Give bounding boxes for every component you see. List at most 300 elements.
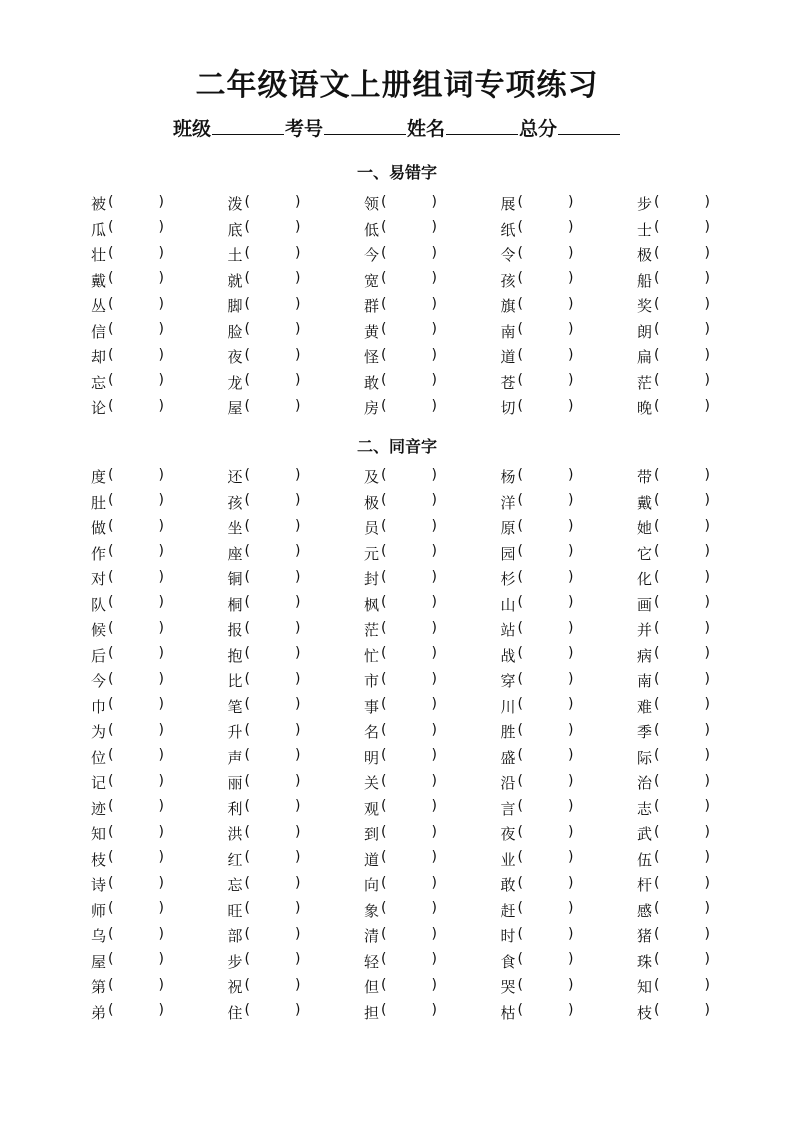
word-item bbox=[91, 770, 228, 796]
word-char: 极 bbox=[637, 246, 653, 265]
word-item bbox=[501, 217, 638, 243]
total-score-blank[interactable] bbox=[558, 116, 620, 135]
name-blank[interactable] bbox=[446, 116, 518, 135]
word-item bbox=[501, 847, 638, 873]
word-char: 步 bbox=[227, 952, 243, 971]
word-item bbox=[91, 344, 228, 370]
word-char: 哭 bbox=[500, 978, 516, 997]
word-item bbox=[228, 464, 365, 490]
word-char: 作 bbox=[91, 544, 107, 563]
word-char: 位 bbox=[91, 748, 107, 767]
word-char: 泼 bbox=[227, 195, 243, 214]
word-char: 知 bbox=[91, 825, 107, 844]
word-item bbox=[91, 923, 228, 949]
word-char: 报 bbox=[227, 621, 243, 640]
word-char: 度 bbox=[91, 468, 107, 487]
word-item bbox=[364, 694, 501, 720]
word-item bbox=[637, 490, 774, 516]
word-item bbox=[501, 1000, 638, 1026]
word-char: 极 bbox=[364, 493, 380, 512]
word-item bbox=[228, 796, 365, 822]
word-item bbox=[501, 242, 638, 268]
word-item bbox=[228, 974, 365, 1000]
word-char: 丽 bbox=[227, 774, 243, 793]
word-item bbox=[637, 370, 774, 396]
word-char: 但 bbox=[364, 978, 380, 997]
word-char: 领 bbox=[364, 195, 380, 214]
word-item bbox=[501, 821, 638, 847]
word-item bbox=[91, 668, 228, 694]
word-char: 敢 bbox=[500, 876, 516, 895]
word-item bbox=[228, 592, 365, 618]
word-item bbox=[228, 821, 365, 847]
word-item bbox=[501, 796, 638, 822]
word-item bbox=[637, 242, 774, 268]
word-item bbox=[501, 370, 638, 396]
exam-number-blank[interactable] bbox=[324, 116, 406, 135]
word-char: 忘 bbox=[91, 373, 107, 392]
homophones-grid bbox=[91, 464, 731, 1025]
word-char: 南 bbox=[500, 322, 516, 341]
word-item bbox=[501, 344, 638, 370]
word-char: 带 bbox=[637, 468, 653, 487]
word-char: 赶 bbox=[500, 901, 516, 920]
word-char: 关 bbox=[364, 774, 380, 793]
word-char: 夜 bbox=[227, 348, 243, 367]
word-item bbox=[364, 796, 501, 822]
word-char: 壮 bbox=[91, 246, 107, 265]
word-char: 担 bbox=[364, 1003, 380, 1022]
word-char: 红 bbox=[227, 850, 243, 869]
word-char: 丛 bbox=[91, 297, 107, 316]
word-item bbox=[501, 872, 638, 898]
word-item bbox=[91, 490, 228, 516]
word-char: 治 bbox=[637, 774, 653, 793]
word-item bbox=[637, 464, 774, 490]
word-item bbox=[364, 617, 501, 643]
word-item bbox=[228, 923, 365, 949]
word-item bbox=[91, 821, 228, 847]
word-char: 盛 bbox=[500, 748, 516, 767]
word-char: 怪 bbox=[364, 348, 380, 367]
word-char: 员 bbox=[364, 519, 380, 538]
word-item bbox=[228, 370, 365, 396]
word-item bbox=[91, 319, 228, 345]
word-char: 脚 bbox=[227, 297, 243, 316]
word-char: 今 bbox=[91, 672, 107, 691]
word-item bbox=[501, 745, 638, 771]
word-item bbox=[228, 719, 365, 745]
word-item bbox=[364, 541, 501, 567]
word-char: 却 bbox=[91, 348, 107, 367]
word-item bbox=[364, 490, 501, 516]
word-char: 为 bbox=[91, 723, 107, 742]
word-char: 到 bbox=[364, 825, 380, 844]
word-item bbox=[501, 949, 638, 975]
word-char: 弟 bbox=[91, 1003, 107, 1022]
word-item bbox=[228, 847, 365, 873]
word-item bbox=[91, 515, 228, 541]
word-item bbox=[91, 796, 228, 822]
word-item bbox=[501, 617, 638, 643]
word-item bbox=[228, 191, 365, 217]
word-char: 言 bbox=[500, 799, 516, 818]
name-label: 姓名 bbox=[407, 118, 446, 140]
word-char: 师 bbox=[91, 901, 107, 920]
word-char: 利 bbox=[227, 799, 243, 818]
word-char: 船 bbox=[637, 271, 653, 290]
word-item bbox=[91, 643, 228, 669]
word-item bbox=[364, 923, 501, 949]
word-char: 瓜 bbox=[91, 220, 107, 239]
word-char: 乌 bbox=[91, 927, 107, 946]
word-char: 切 bbox=[500, 399, 516, 418]
word-item bbox=[501, 268, 638, 294]
class-blank[interactable] bbox=[212, 116, 284, 135]
word-item bbox=[228, 566, 365, 592]
word-item bbox=[228, 617, 365, 643]
word-item bbox=[91, 268, 228, 294]
word-item bbox=[91, 745, 228, 771]
word-item bbox=[91, 566, 228, 592]
word-item bbox=[228, 319, 365, 345]
student-info-line bbox=[0, 114, 794, 141]
word-item bbox=[364, 191, 501, 217]
word-item bbox=[91, 847, 228, 873]
word-char: 展 bbox=[500, 195, 516, 214]
word-item bbox=[364, 949, 501, 975]
word-char: 枯 bbox=[500, 1003, 516, 1022]
word-char: 比 bbox=[227, 672, 243, 691]
word-char: 声 bbox=[227, 748, 243, 767]
word-item bbox=[228, 949, 365, 975]
word-char: 猪 bbox=[637, 927, 653, 946]
word-char: 屋 bbox=[91, 952, 107, 971]
word-char: 名 bbox=[364, 723, 380, 742]
word-char: 祝 bbox=[227, 978, 243, 997]
word-item bbox=[364, 464, 501, 490]
word-char: 屋 bbox=[227, 399, 243, 418]
word-item bbox=[91, 694, 228, 720]
word-char: 杉 bbox=[500, 570, 516, 589]
word-item bbox=[637, 923, 774, 949]
word-item bbox=[501, 319, 638, 345]
word-item bbox=[501, 923, 638, 949]
word-item bbox=[501, 566, 638, 592]
word-item bbox=[501, 191, 638, 217]
word-char: 龙 bbox=[227, 373, 243, 392]
word-item bbox=[364, 217, 501, 243]
word-item bbox=[364, 344, 501, 370]
word-item bbox=[228, 395, 365, 421]
word-item bbox=[91, 541, 228, 567]
exam-number-label: 考号 bbox=[284, 118, 323, 140]
word-item bbox=[91, 395, 228, 421]
word-char: 坐 bbox=[227, 519, 243, 538]
page-title: 二年级语文上册组词专项练习 bbox=[195, 68, 599, 103]
word-char: 枝 bbox=[637, 1003, 653, 1022]
word-char: 黄 bbox=[364, 322, 380, 341]
word-char: 武 bbox=[637, 825, 653, 844]
word-item bbox=[637, 770, 774, 796]
word-item bbox=[91, 617, 228, 643]
word-item bbox=[364, 847, 501, 873]
word-char: 戴 bbox=[91, 271, 107, 290]
word-char: 还 bbox=[227, 468, 243, 487]
word-item bbox=[501, 592, 638, 618]
word-item bbox=[637, 293, 774, 319]
word-char: 茫 bbox=[637, 373, 653, 392]
word-item bbox=[637, 1000, 774, 1026]
error-prone-grid bbox=[91, 191, 731, 421]
word-item bbox=[228, 872, 365, 898]
word-char: 杨 bbox=[500, 468, 516, 487]
word-char: 做 bbox=[91, 519, 107, 538]
word-char: 论 bbox=[91, 399, 107, 418]
word-item bbox=[364, 293, 501, 319]
word-item bbox=[228, 268, 365, 294]
word-item bbox=[228, 668, 365, 694]
word-char: 奖 bbox=[637, 297, 653, 316]
word-item bbox=[501, 668, 638, 694]
word-char: 队 bbox=[91, 595, 107, 614]
word-char: 封 bbox=[364, 570, 380, 589]
word-char: 忙 bbox=[364, 646, 380, 665]
word-item bbox=[501, 694, 638, 720]
word-char: 桐 bbox=[227, 595, 243, 614]
word-item bbox=[637, 872, 774, 898]
word-item bbox=[637, 566, 774, 592]
word-item bbox=[364, 370, 501, 396]
word-char: 化 bbox=[637, 570, 653, 589]
word-item bbox=[364, 821, 501, 847]
word-char: 画 bbox=[637, 595, 653, 614]
word-char: 抱 bbox=[227, 646, 243, 665]
word-item bbox=[364, 643, 501, 669]
word-char: 清 bbox=[364, 927, 380, 946]
word-char: 底 bbox=[227, 220, 243, 239]
section-heading-error-prone: 一、易错字 bbox=[356, 163, 437, 182]
word-item bbox=[637, 745, 774, 771]
word-item bbox=[91, 1000, 228, 1026]
word-item bbox=[364, 974, 501, 1000]
word-char: 孩 bbox=[227, 493, 243, 512]
word-item bbox=[637, 821, 774, 847]
word-item bbox=[228, 898, 365, 924]
word-item bbox=[637, 319, 774, 345]
class-label: 班级 bbox=[172, 118, 211, 140]
word-char: 晚 bbox=[637, 399, 653, 418]
word-char: 元 bbox=[364, 544, 380, 563]
word-char: 食 bbox=[500, 952, 516, 971]
word-item bbox=[637, 395, 774, 421]
word-item bbox=[637, 217, 774, 243]
word-char: 她 bbox=[637, 519, 653, 538]
word-item bbox=[501, 898, 638, 924]
word-char: 洪 bbox=[227, 825, 243, 844]
word-char: 诗 bbox=[91, 876, 107, 895]
word-item bbox=[637, 617, 774, 643]
word-item bbox=[364, 719, 501, 745]
word-item bbox=[637, 847, 774, 873]
word-item bbox=[364, 898, 501, 924]
word-char: 孩 bbox=[500, 271, 516, 290]
word-item bbox=[364, 745, 501, 771]
word-item bbox=[364, 319, 501, 345]
word-char: 住 bbox=[227, 1003, 243, 1022]
word-char: 知 bbox=[637, 978, 653, 997]
word-char: 川 bbox=[500, 697, 516, 716]
word-char: 土 bbox=[227, 246, 243, 265]
word-char: 扁 bbox=[637, 348, 653, 367]
word-item bbox=[637, 541, 774, 567]
word-item bbox=[228, 293, 365, 319]
word-item bbox=[637, 694, 774, 720]
word-item bbox=[637, 643, 774, 669]
word-item bbox=[364, 242, 501, 268]
word-item bbox=[364, 592, 501, 618]
word-char: 第 bbox=[91, 978, 107, 997]
word-char: 道 bbox=[500, 348, 516, 367]
word-item bbox=[228, 1000, 365, 1026]
word-item bbox=[501, 541, 638, 567]
section-heading-homophones: 二、同音字 bbox=[356, 437, 437, 456]
word-item bbox=[501, 464, 638, 490]
word-char: 宽 bbox=[364, 271, 380, 290]
word-char: 事 bbox=[364, 697, 380, 716]
word-char: 候 bbox=[91, 621, 107, 640]
word-char: 南 bbox=[637, 672, 653, 691]
word-item bbox=[228, 344, 365, 370]
word-char: 轻 bbox=[364, 952, 380, 971]
word-item bbox=[364, 668, 501, 694]
word-char: 今 bbox=[364, 246, 380, 265]
word-item bbox=[91, 898, 228, 924]
word-char: 时 bbox=[500, 927, 516, 946]
word-char: 步 bbox=[637, 195, 653, 214]
word-item bbox=[501, 395, 638, 421]
word-char: 它 bbox=[637, 544, 653, 563]
word-char: 茫 bbox=[364, 621, 380, 640]
word-item bbox=[91, 242, 228, 268]
word-item bbox=[91, 949, 228, 975]
word-item bbox=[228, 541, 365, 567]
word-char: 部 bbox=[227, 927, 243, 946]
word-char: 胜 bbox=[500, 723, 516, 742]
word-item bbox=[228, 515, 365, 541]
word-item bbox=[91, 719, 228, 745]
word-item bbox=[228, 490, 365, 516]
word-item bbox=[637, 592, 774, 618]
word-item bbox=[637, 268, 774, 294]
word-char: 际 bbox=[637, 748, 653, 767]
word-item bbox=[364, 872, 501, 898]
word-item bbox=[228, 217, 365, 243]
word-item bbox=[501, 293, 638, 319]
word-item bbox=[637, 719, 774, 745]
word-char: 信 bbox=[91, 322, 107, 341]
word-item bbox=[364, 770, 501, 796]
word-item bbox=[364, 566, 501, 592]
word-item bbox=[91, 370, 228, 396]
word-item bbox=[228, 242, 365, 268]
word-item bbox=[91, 191, 228, 217]
word-char: 枝 bbox=[91, 850, 107, 869]
word-item bbox=[228, 694, 365, 720]
word-char: 原 bbox=[500, 519, 516, 538]
word-char: 感 bbox=[637, 901, 653, 920]
word-char: 沿 bbox=[500, 774, 516, 793]
word-item bbox=[228, 745, 365, 771]
word-item bbox=[364, 1000, 501, 1026]
word-char: 后 bbox=[91, 646, 107, 665]
word-char: 对 bbox=[91, 570, 107, 589]
word-item bbox=[91, 217, 228, 243]
word-item bbox=[91, 872, 228, 898]
word-char: 道 bbox=[364, 850, 380, 869]
word-char: 忘 bbox=[227, 876, 243, 895]
word-char: 朗 bbox=[637, 322, 653, 341]
word-char: 明 bbox=[364, 748, 380, 767]
word-char: 纸 bbox=[500, 220, 516, 239]
word-char: 山 bbox=[500, 595, 516, 614]
word-char: 被 bbox=[91, 195, 107, 214]
word-char: 难 bbox=[637, 697, 653, 716]
word-item bbox=[501, 719, 638, 745]
word-char: 志 bbox=[637, 799, 653, 818]
word-char: 旺 bbox=[227, 901, 243, 920]
word-char: 戴 bbox=[637, 493, 653, 512]
word-item bbox=[501, 770, 638, 796]
word-char: 季 bbox=[637, 723, 653, 742]
word-char: 战 bbox=[500, 646, 516, 665]
word-item bbox=[91, 592, 228, 618]
word-char: 观 bbox=[364, 799, 380, 818]
word-char: 及 bbox=[364, 468, 380, 487]
word-char: 笔 bbox=[227, 697, 243, 716]
word-item bbox=[228, 643, 365, 669]
word-char: 房 bbox=[364, 399, 380, 418]
word-char: 向 bbox=[364, 876, 380, 895]
word-char: 座 bbox=[227, 544, 243, 563]
word-char: 珠 bbox=[637, 952, 653, 971]
word-char: 脸 bbox=[227, 322, 243, 341]
word-item bbox=[637, 668, 774, 694]
word-char: 敢 bbox=[364, 373, 380, 392]
word-item bbox=[637, 949, 774, 975]
word-item bbox=[637, 974, 774, 1000]
word-char: 园 bbox=[500, 544, 516, 563]
word-item bbox=[637, 515, 774, 541]
word-char: 夜 bbox=[500, 825, 516, 844]
word-char: 就 bbox=[227, 271, 243, 290]
word-item bbox=[228, 770, 365, 796]
word-item bbox=[91, 974, 228, 1000]
total-score-label: 总分 bbox=[519, 118, 558, 140]
word-char: 记 bbox=[91, 774, 107, 793]
word-char: 杆 bbox=[637, 876, 653, 895]
word-item bbox=[501, 643, 638, 669]
word-item bbox=[637, 344, 774, 370]
word-char: 士 bbox=[637, 220, 653, 239]
word-item bbox=[637, 796, 774, 822]
word-char: 低 bbox=[364, 220, 380, 239]
word-item bbox=[91, 464, 228, 490]
word-item bbox=[364, 395, 501, 421]
word-char: 肚 bbox=[91, 493, 107, 512]
word-char: 旗 bbox=[500, 297, 516, 316]
word-char: 业 bbox=[500, 850, 516, 869]
